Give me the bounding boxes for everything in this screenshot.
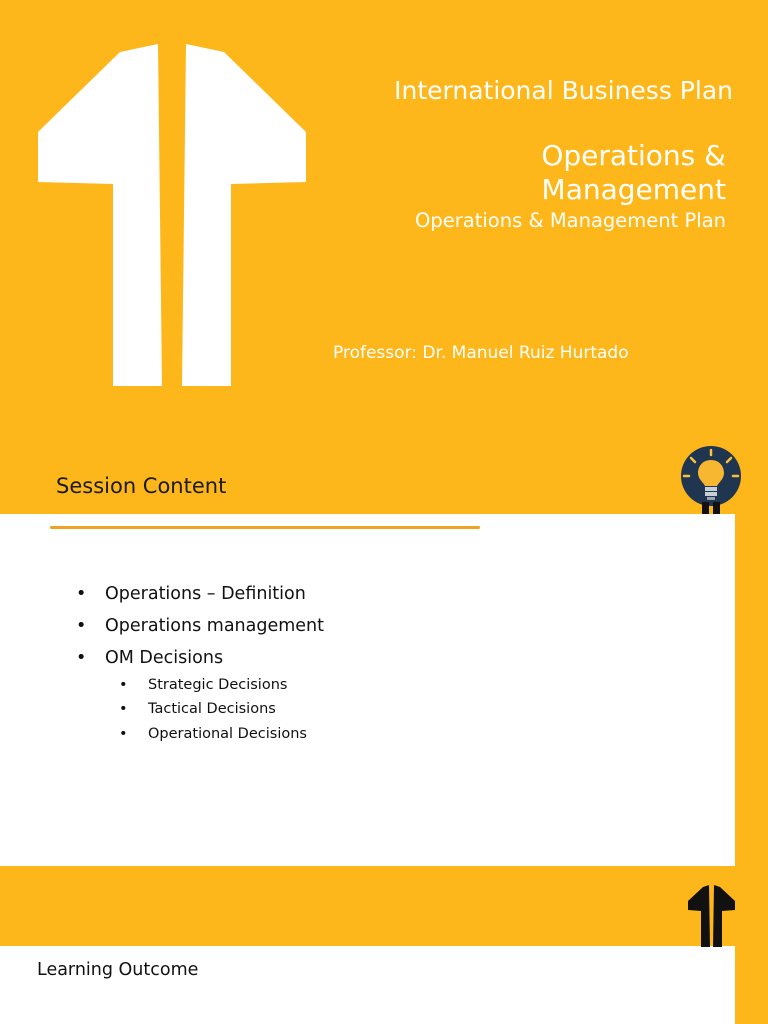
right-accent-strip xyxy=(735,514,768,1024)
session-content-heading: Session Content xyxy=(56,474,227,498)
slide-subtitle: Operations & Management Plan xyxy=(415,209,726,232)
course-title: International Business Plan xyxy=(394,76,733,105)
list-item-label: OM Decisions xyxy=(105,648,224,668)
list-item-label: Operations – Definition xyxy=(105,584,306,604)
learning-outcome-band xyxy=(0,866,768,946)
heading-underline xyxy=(50,526,480,529)
bullet: • xyxy=(76,648,87,668)
list-item-label: Strategic Decisions xyxy=(148,677,288,693)
bullet: • xyxy=(76,584,87,604)
bullet: • xyxy=(119,726,128,742)
bullet: • xyxy=(76,616,87,636)
list-item-label: Operational Decisions xyxy=(148,726,307,742)
list-item-label: Operations management xyxy=(105,616,324,636)
bullet: • xyxy=(119,701,128,717)
bullet: • xyxy=(119,677,128,693)
double-arrow-logo-icon xyxy=(38,44,306,386)
double-arrow-logo-icon xyxy=(688,885,736,947)
learning-outcome-heading: Learning Outcome xyxy=(37,960,199,980)
lightbulb-icon xyxy=(678,446,742,516)
list-item-label: Tactical Decisions xyxy=(148,701,276,717)
professor-name: Professor: Dr. Manuel Ruiz Hurtado xyxy=(333,343,629,363)
slide-title: Operations & Management xyxy=(541,139,726,206)
session-content-body xyxy=(0,514,735,866)
